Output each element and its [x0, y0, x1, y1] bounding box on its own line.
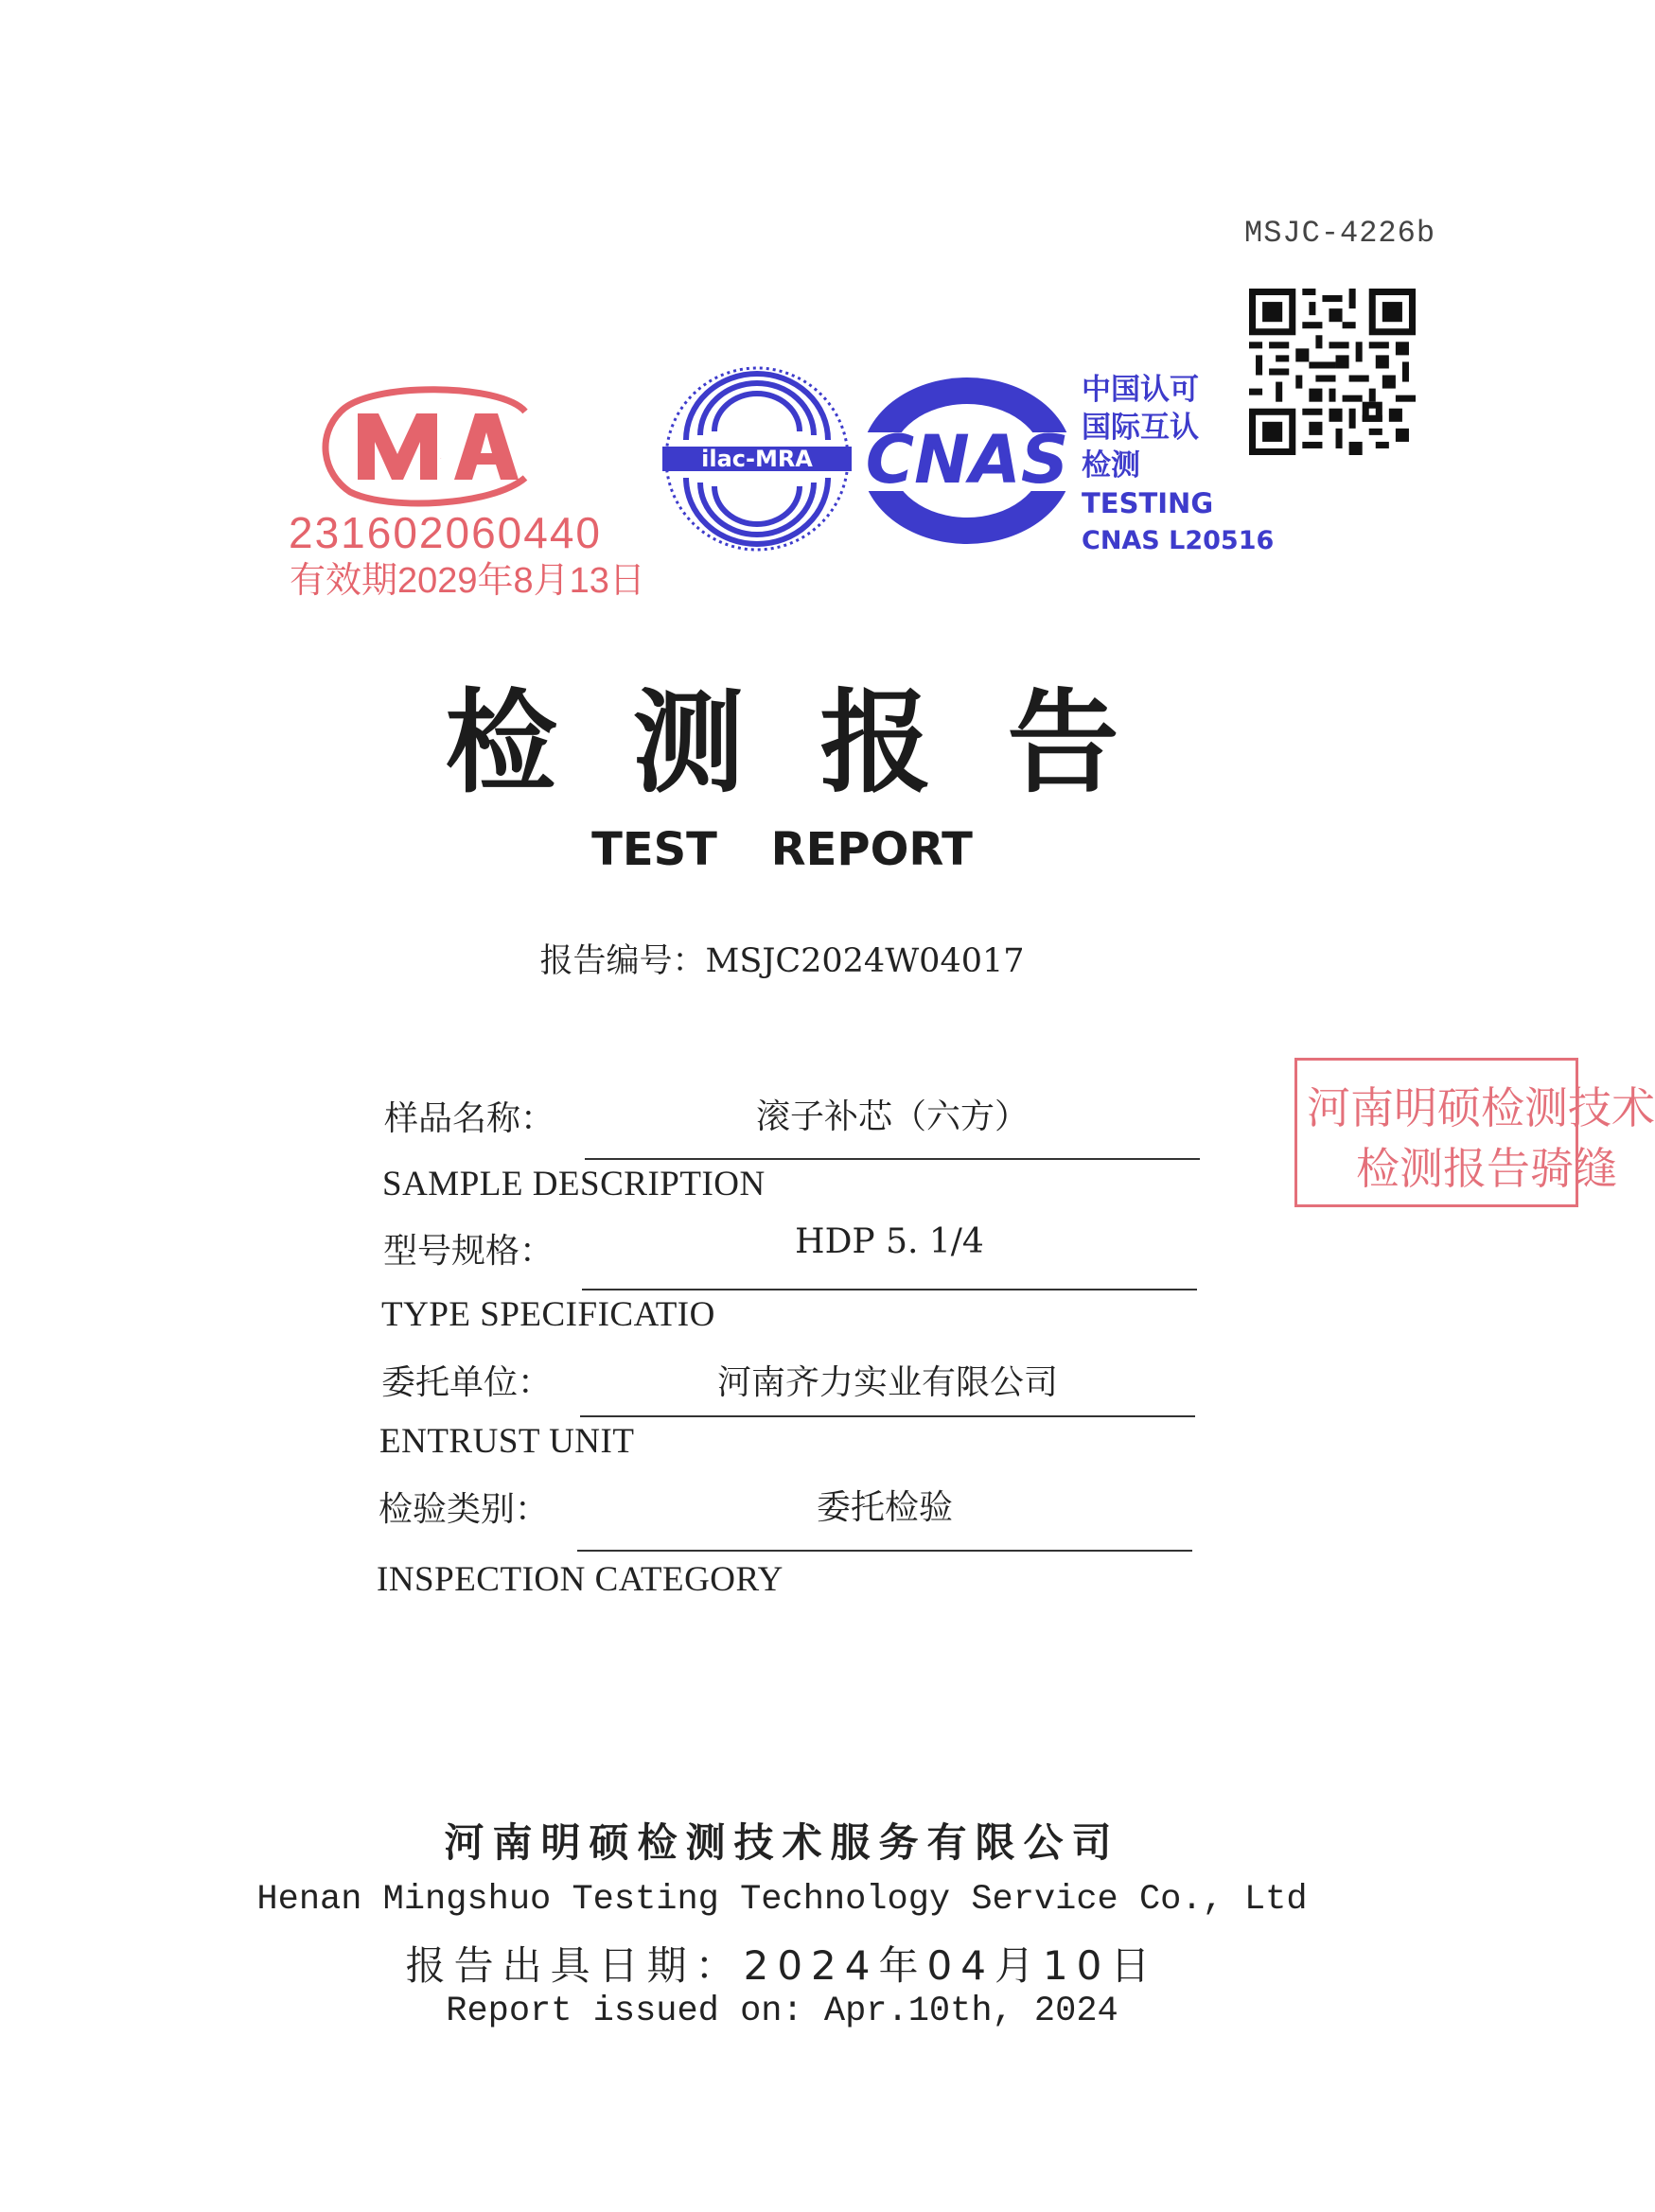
document-code: MSJC-4226b	[1244, 216, 1436, 251]
type-specification-value: HDP 5. 1/4	[795, 1222, 984, 1261]
cma-logo-text: MA	[440, 459, 442, 460]
field-label-zh: 样品名称：	[384, 1099, 555, 1138]
company-name-zh: 河南明硕检测技术服务有限公司	[444, 1819, 1120, 1866]
qr-code-icon	[1249, 289, 1416, 455]
field-label-en: INSPECTION CATEGORY	[377, 1560, 783, 1599]
report-number-value: MSJC2024W04017	[705, 942, 1025, 980]
entrust-unit-value: 河南齐力实业有限公司	[716, 1363, 1058, 1402]
company-name-en: Henan Mingshuo Testing Technology Service Co., Ltd	[256, 1880, 1308, 1920]
report-title-zh: 检测报告	[445, 676, 1195, 808]
cnas-logo-text: CNAS	[865, 421, 1069, 499]
ilac-mra-logo	[658, 360, 856, 558]
cnas-line-1: 中国认可	[1082, 373, 1199, 407]
report-number	[0, 935, 1564, 982]
field-underline	[580, 1415, 1195, 1417]
field-underline	[582, 1289, 1197, 1290]
cma-license-number: 231602060440	[289, 508, 602, 557]
cnas-logo	[856, 374, 1079, 549]
field-underline	[585, 1158, 1200, 1160]
cnas-line-4: TESTING	[1082, 487, 1214, 519]
field-label-en: TYPE SPECIFICATIO	[381, 1295, 715, 1334]
field-label-zh: 委托单位：	[381, 1363, 553, 1402]
field-label-en: ENTRUST UNIT	[379, 1422, 635, 1461]
cnas-accreditation-text	[1082, 371, 1274, 560]
report-title-en: TEST REPORT	[591, 823, 973, 876]
report-number-label: 报告编号：	[539, 942, 706, 980]
issue-date-en: Report issued on: Apr.10th, 2024	[446, 1992, 1118, 2031]
field-underline	[577, 1550, 1192, 1552]
seam-seal-line-2: 检测报告骑缝	[1356, 1143, 1617, 1194]
cma-seal-logo	[312, 374, 558, 511]
inspection-category-value: 委托检验	[816, 1488, 953, 1527]
field-label-en: SAMPLE DESCRIPTION	[382, 1165, 766, 1203]
field-label-zh: 型号规格：	[383, 1232, 555, 1271]
field-label-zh: 检验类别：	[379, 1490, 550, 1529]
issue-date-zh: 报告出具日期：2024年04月10日	[405, 1942, 1159, 1989]
cma-validity: 有效期2029年8月13日	[290, 561, 645, 601]
cnas-line-3: 检测	[1082, 448, 1140, 483]
seam-seal-line-1: 河南明硕检测技术	[1307, 1082, 1655, 1133]
sample-description-value: 滚子补芯（六方）	[755, 1097, 1029, 1136]
seam-seal-stamp	[1294, 1058, 1655, 1207]
cnas-line-5: CNAS L20516	[1082, 526, 1275, 555]
cnas-line-2: 国际互认	[1082, 411, 1199, 445]
ilac-logo-text: ilac-MRA	[701, 446, 813, 472]
